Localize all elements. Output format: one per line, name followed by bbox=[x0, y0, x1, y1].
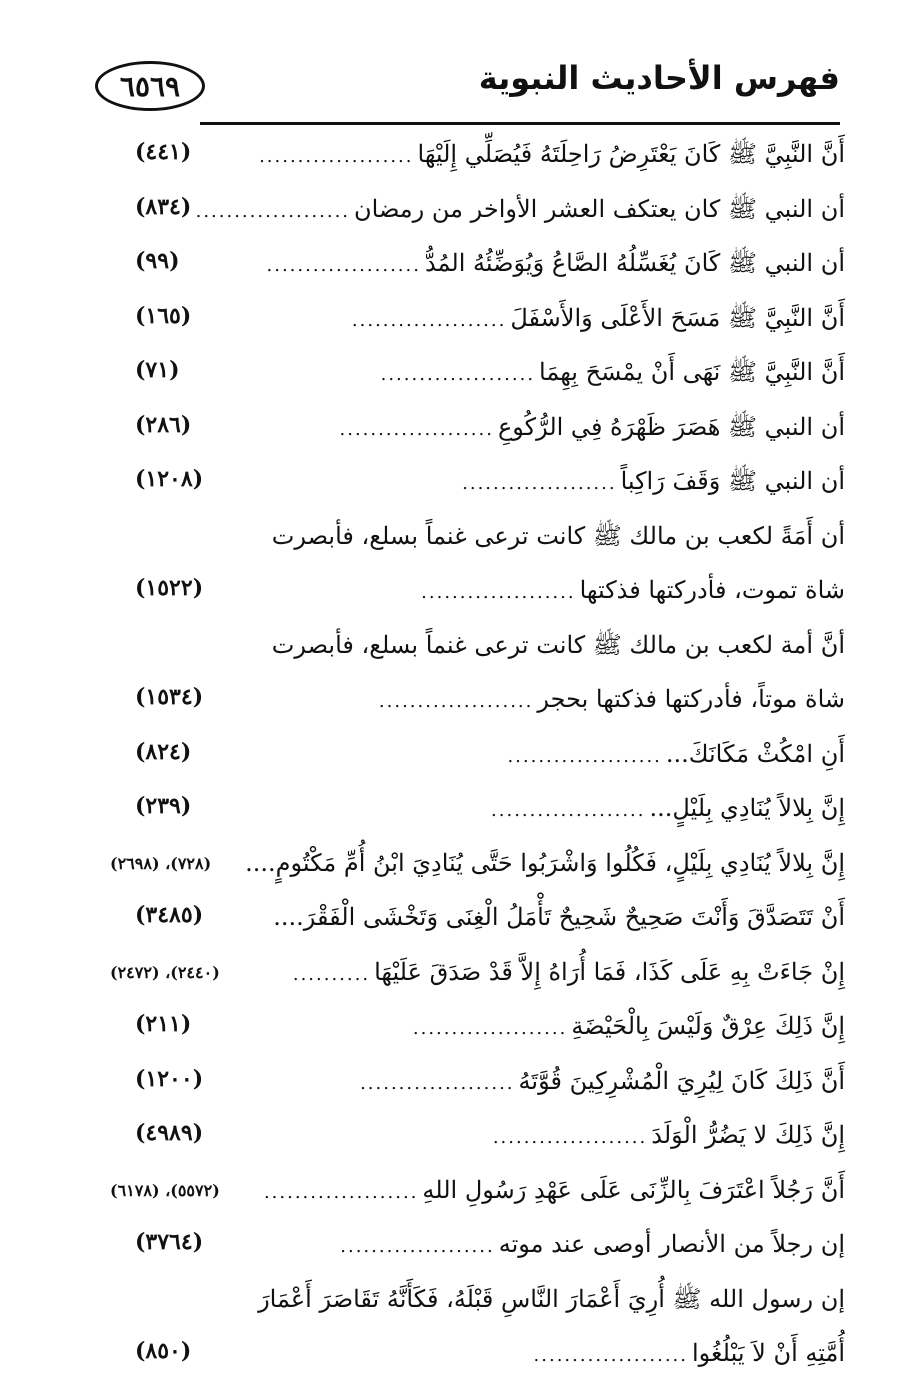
hadith-number: (٧٢٨)، (٢٦٩٨) bbox=[110, 853, 212, 873]
hadith-number: (٢١١) bbox=[135, 1011, 192, 1037]
index-entry bbox=[110, 297, 845, 352]
entry-text-line bbox=[316, 573, 845, 610]
entry-text-line bbox=[90, 192, 845, 229]
index-entry bbox=[110, 787, 845, 842]
leader-dots: .................... bbox=[266, 255, 421, 276]
entry-text-line bbox=[255, 1064, 845, 1101]
index-entry bbox=[110, 1332, 845, 1387]
hadith-number: (٢٣٩) bbox=[135, 793, 192, 819]
hadith-text: أن النبي ﷺ كَانَ يُغَسِّلُهُ الصَّاعُ وَيُوَضِّئُهُ المُدُّ bbox=[424, 249, 845, 277]
hadith-number: (٨٣٤) bbox=[135, 193, 192, 220]
hadith-text: أَنْ تَتَصَدَّقَ وَأَنْتَ صَحِيحٌ شَحِيحٌ تَأْمَلُ الْغِنَى وَتَخْشَى الْفَقْرَ.... bbox=[273, 903, 845, 931]
leader-dots: .................... bbox=[360, 1072, 515, 1094]
hadith-number: (١٢٠٨) bbox=[135, 466, 204, 492]
header-rule bbox=[200, 122, 840, 125]
leader-dots: .................... bbox=[263, 1181, 419, 1203]
hadith-text: أن النبي ﷺ هَصَرَ ظَهْرَهُ فِي الرُّكُوعِ bbox=[497, 412, 845, 441]
hadith-text: أَنَّ النَّبِيَّ ﷺ مَسَحَ الأَعْلَى وَالأَسْفَلَ bbox=[510, 303, 845, 332]
entry-text-line bbox=[385, 791, 845, 828]
index-entry bbox=[110, 242, 845, 297]
hadith-number: (٥٥٧٢)، (٦١٧٨) bbox=[110, 1180, 220, 1200]
index-entry bbox=[110, 569, 845, 624]
hadith-number: (١٦٥) bbox=[135, 302, 192, 329]
hadith-text: أَنَّ ذَلِكَ كَانَ لِيُرِيَ الْمُشْرِكِينَ قُوَّتَهُ bbox=[518, 1066, 845, 1095]
leader-dots: .................... bbox=[380, 364, 536, 385]
entry-text-line bbox=[275, 355, 845, 392]
entry-text-line bbox=[402, 737, 845, 774]
hadith-number: (٣٧٦٤) bbox=[135, 1229, 204, 1255]
index-entry bbox=[110, 842, 845, 897]
hadith-text: أنَّ أمة لكعب بن مالك ﷺ كانت ترعى غنماً بسلع، فأبصرت bbox=[271, 630, 845, 659]
hadith-text: أَنَّ النَّبِيَّ ﷺ نَهَى أَنْ يمْسَحَ بِهِمَا bbox=[539, 358, 845, 386]
leader-dots: .................... bbox=[492, 1127, 648, 1148]
entry-text-line bbox=[158, 1173, 845, 1210]
index-entry bbox=[110, 188, 845, 243]
hadith-number: (٤٤١) bbox=[135, 139, 192, 165]
index-entry bbox=[110, 1005, 845, 1060]
leader-dots: .................... bbox=[378, 691, 534, 712]
hadith-text: إن رسول الله ﷺ أُرِيَ أَعْمَارَ النَّاسِ قَبْلَهُ، فَكَأَنَّهُ تَقَاصَرَ أَعْمَارَ bbox=[258, 1284, 845, 1313]
hadith-text: إِنَّ ذَلِكَ عِرْقٌ وَلَيْسَ بِالْحَيْضَةِ bbox=[571, 1012, 845, 1040]
hadith-text: أن النبي ﷺ وَقَفَ رَاكِباً bbox=[620, 467, 845, 495]
leader-dots: .................... bbox=[340, 1236, 495, 1257]
entry-text-line bbox=[258, 1282, 845, 1316]
hadith-number: (٨٢٤) bbox=[135, 738, 192, 765]
hadith-number: (١٥٢٢) bbox=[135, 575, 204, 601]
hadith-number: (١٥٣٤) bbox=[135, 684, 204, 710]
entry-text-line bbox=[272, 519, 845, 553]
hadith-text: إِنَّ بِلالاً يُنَادِي بِلَيْلٍ، فَكُلُوا وَاشْرَبُوا حَتَّى يُنَادِيَ ابْنُ أُمِّ مَكْتُومٍ.... bbox=[245, 848, 845, 877]
hadith-text: إن رجلاً من الأنصار أوصى عند موته bbox=[498, 1230, 845, 1258]
index-entry bbox=[110, 515, 845, 570]
leader-dots: .................... bbox=[533, 1345, 688, 1366]
leader-dots: .................... bbox=[195, 200, 351, 222]
index-entry bbox=[110, 733, 845, 788]
entry-text-line bbox=[235, 1227, 845, 1264]
leader-dots: .................... bbox=[351, 309, 507, 331]
hadith-text: أُمَّتِهِ أَنْ لاَ يَبْلُغُوا bbox=[691, 1339, 845, 1367]
leader-dots: .................... bbox=[339, 418, 494, 440]
leader-dots: .................... bbox=[421, 582, 576, 603]
hadith-text: إِنْ جَاءَتْ بِهِ عَلَى كَذَا، فَمَا أُرَاهُ إِلاَّ قَدْ صَدَقَ عَلَيْهَا bbox=[374, 957, 845, 986]
entry-text-line bbox=[272, 628, 845, 662]
index-entry bbox=[110, 678, 845, 733]
leader-dots: .......... bbox=[292, 963, 371, 985]
entry-text-line bbox=[110, 955, 845, 992]
hadith-number: (٩٩) bbox=[135, 248, 180, 274]
hadith-text: أَنَّ النَّبِيَّ ﷺ كَانَ يَعْتَرِضُ رَاحِلَتَهُ فَيُصَلِّي إِلَيْهَا bbox=[417, 140, 845, 168]
hadith-number: (٧١) bbox=[135, 357, 180, 383]
hadith-text: إِنَّ ذَلِكَ لا يَضُرُّ الْوَلَدَ bbox=[651, 1121, 845, 1149]
index-entry bbox=[110, 624, 845, 679]
running-title: فهرس الأحاديث النبوية bbox=[478, 59, 840, 97]
hadith-text: أَنَّ رَجُلاً اعْتَرَفَ بِالزِّنَى عَلَى عَهْدِ رَسُولِ اللهِ bbox=[422, 1175, 845, 1204]
leader-dots: .................... bbox=[507, 745, 662, 767]
index-entry bbox=[110, 133, 845, 188]
index-entry bbox=[110, 1114, 845, 1169]
index-entry bbox=[110, 1223, 845, 1278]
hadith-text: أن أَمَةً لكعب بن مالك ﷺ كانت ترعى غنماً بسلع، فأبصرت bbox=[271, 521, 845, 550]
entry-text-line bbox=[357, 464, 845, 501]
hadith-number: (٤٩٨٩) bbox=[135, 1120, 204, 1146]
hadith-number: (٢٨٦) bbox=[135, 411, 192, 438]
entry-text-line bbox=[154, 137, 846, 174]
hadith-text: أَنِ امْكُثْ مَكَانَكَ... bbox=[665, 739, 845, 768]
hadith-text: شاة موتاً، فأدركتها فذكتها بحجر bbox=[537, 685, 845, 713]
leader-dots: .................... bbox=[259, 146, 414, 167]
index-entry bbox=[110, 896, 845, 951]
entry-text-line bbox=[428, 1336, 845, 1373]
entry-text-line bbox=[161, 246, 845, 283]
leader-dots: .................... bbox=[412, 1018, 568, 1039]
hadith-number: (٢٤٤٠)، (٢٤٧٢) bbox=[110, 962, 220, 982]
index-entry bbox=[110, 1169, 845, 1224]
page-header bbox=[95, 55, 840, 125]
index-entry bbox=[110, 460, 845, 515]
page-number: ٦٥٦٩ bbox=[95, 61, 205, 111]
hadith-number: (٨٥٠) bbox=[135, 1338, 192, 1364]
index-entry bbox=[110, 351, 845, 406]
entry-text-line bbox=[273, 682, 845, 719]
entry-text-line bbox=[273, 900, 845, 934]
leader-dots: .................... bbox=[462, 473, 617, 494]
hadith-number: (٣٤٨٥) bbox=[135, 902, 204, 928]
index-entry bbox=[110, 951, 845, 1006]
hadith-text: إِنَّ بِلالاً يُنَادِي بِلَيْلٍ... bbox=[649, 794, 845, 822]
index-entry bbox=[110, 1060, 845, 1115]
index-entry bbox=[110, 406, 845, 461]
hadith-number: (١٢٠٠) bbox=[135, 1065, 204, 1092]
entry-text-line bbox=[245, 846, 845, 880]
hadith-text: أن النبي ﷺ كان يعتكف العشر الأواخر من رمضان bbox=[354, 194, 845, 223]
index-entry bbox=[110, 1278, 845, 1333]
entry-text-line bbox=[246, 301, 845, 338]
leader-dots: .................... bbox=[491, 800, 646, 821]
entry-text-line bbox=[234, 410, 845, 447]
entry-text-line bbox=[387, 1118, 845, 1155]
hadith-index-list bbox=[110, 133, 845, 1387]
hadith-text: شاة تموت، فأدركتها فذكتها bbox=[579, 576, 845, 604]
entry-text-line bbox=[307, 1009, 845, 1046]
